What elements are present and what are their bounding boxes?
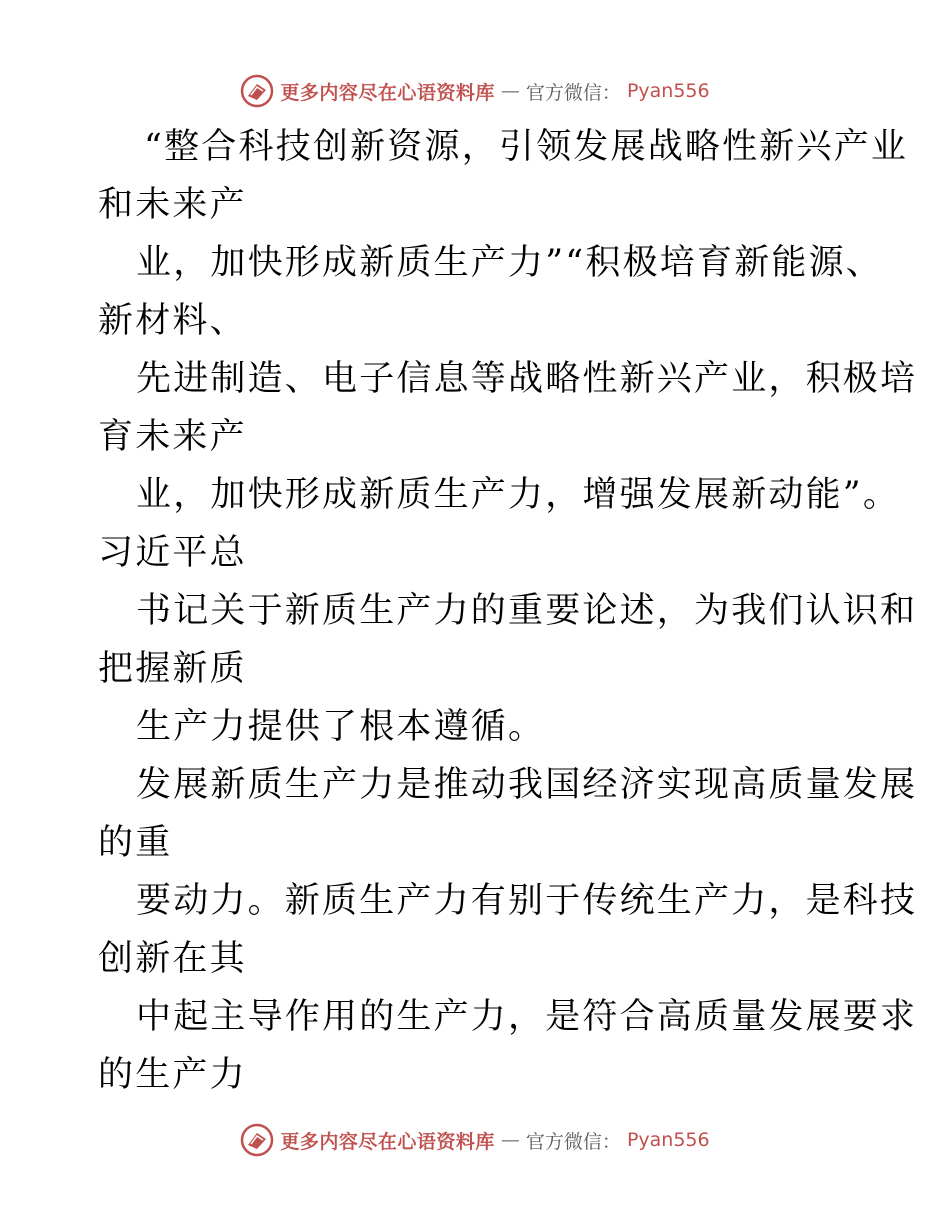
text-line: 书记关于新质生产力的重要论述，为我们认识和	[136, 591, 918, 631]
text-line: 习近平总	[98, 533, 247, 573]
header-brand-text: 更多内容尽在心语资料库	[280, 81, 495, 104]
text-line: 业，加快形成新质生产力，增强发展新动能”。	[136, 475, 901, 515]
footer-dash: —	[500, 1129, 520, 1151]
book-logo-icon	[240, 1123, 274, 1157]
text-line: 先进制造、电子信息等战略性新兴产业，积极培	[136, 359, 918, 399]
text-line: 创新在其	[98, 939, 247, 979]
text-line: 新材料、	[98, 301, 247, 341]
text-line: “整合科技创新资源，引领发展战略性新兴产业	[144, 127, 909, 167]
page-footer-watermark	[0, 1120, 950, 1160]
header-wechat-id: Pyan556	[626, 80, 710, 102]
text-line: 发展新质生产力是推动我国经济实现高质量发展	[136, 765, 918, 805]
text-line: 育未来产	[98, 417, 247, 457]
text-line: 和未来产	[98, 185, 247, 225]
text-line: 业，加快形成新质生产力”“积极培育新能源、	[136, 243, 883, 283]
document-body	[98, 118, 918, 1104]
text-line: 的重	[98, 823, 173, 863]
text-line: 生产力提供了根本遵循。	[136, 707, 546, 747]
book-logo-icon	[240, 74, 274, 108]
text-line: 把握新质	[98, 649, 247, 689]
text-line: 要动力。新质生产力有别于传统生产力，是科技	[136, 881, 918, 921]
footer-brand-text: 更多内容尽在心语资料库	[280, 1130, 495, 1153]
footer-wechat-label: 官方微信：	[525, 1130, 621, 1153]
header-wechat-label: 官方微信：	[525, 81, 621, 104]
text-line: 的生产力	[98, 1055, 247, 1095]
header-dash: —	[500, 80, 520, 102]
footer-wechat-id: Pyan556	[626, 1129, 710, 1151]
page-header-watermark	[0, 71, 950, 111]
text-line: 中起主导作用的生产力，是符合高质量发展要求	[136, 997, 918, 1037]
